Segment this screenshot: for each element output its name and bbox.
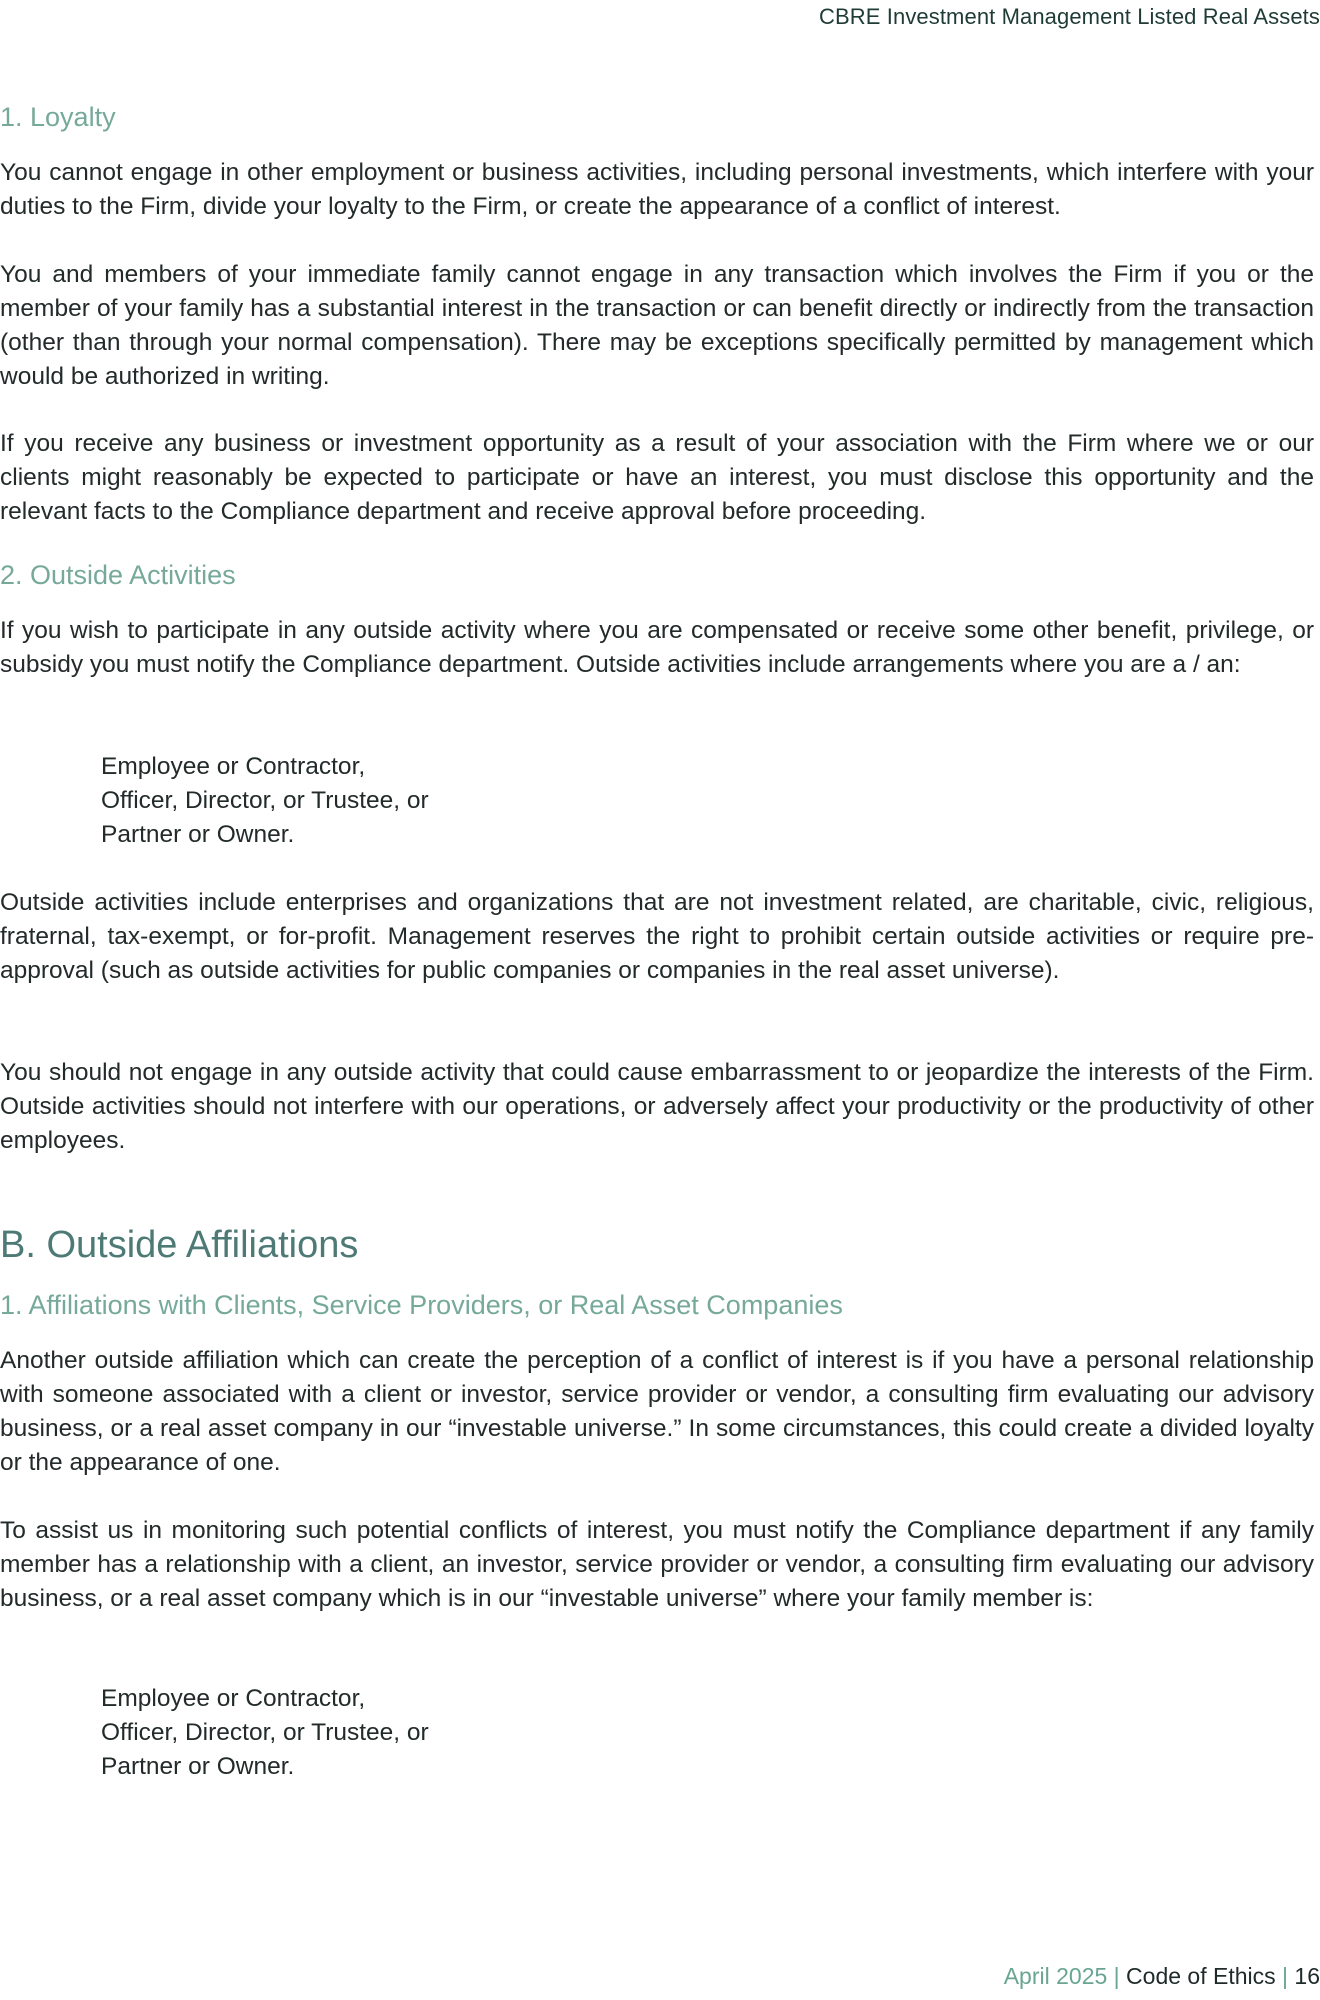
heading-affiliations-clients: 1. Affiliations with Clients, Service Providers, or Real Asset Companies [0, 1290, 843, 1320]
footer-doc-title: Code of Ethics [1126, 1963, 1276, 1989]
role-list [101, 1682, 429, 1784]
footer-separator: | [1282, 1963, 1289, 1989]
list-item: Partner or Owner. [101, 1753, 295, 1780]
footer-date: April 2025 [1003, 1963, 1108, 1989]
paragraph: You cannot engage in other employment or business activities, including personal investments, which interfere with your duties to the Firm, divide your loyalty to the Firm, or create the appearance of a conflict of interest. [0, 159, 1314, 220]
footer-separator: | [1113, 1963, 1120, 1989]
list-item: Officer, Director, or Trustee, or [101, 1719, 429, 1746]
role-list [101, 750, 429, 852]
heading-outside-affiliations: B. Outside Affiliations [0, 1224, 359, 1266]
page-footer [1004, 1963, 1320, 1990]
list-item: Partner or Owner. [101, 821, 295, 848]
list-item: Officer, Director, or Trustee, or [101, 787, 429, 814]
page-number: 16 [1294, 1963, 1320, 1989]
heading-outside-activities: 2. Outside Activities [0, 560, 236, 590]
list-item: Employee or Contractor, [101, 1685, 366, 1712]
paragraph: Outside activities include enterprises and organizations that are not investment related, are charitable, civic, religious, fraternal, tax-exempt, or for-profit. Management reserves the right to prohibit certain outside activities or require pre-approval (such as outside activities for public companies or companies in the real asset universe). [0, 889, 1314, 984]
paragraph: You should not engage in any outside activity that could cause embarrassment to or jeopardize the interests of the Firm. Outside activities should not interfere with our operations, or adversely affect your productivity or the productivity of other employees. [0, 1059, 1314, 1154]
heading-loyalty: 1. Loyalty [0, 102, 116, 132]
paragraph: You and members of your immediate family cannot engage in any transaction which involves the Firm if you or the member of your family has a substantial interest in the transaction or can benefit directly or indirectly from the transaction (other than through your normal compensation). There may be exceptions specifically permitted by management which would be authorized in writing. [0, 261, 1314, 390]
paragraph: To assist us in monitoring such potential conflicts of interest, you must notify the Compliance department if any family member has a relationship with a client, an investor, service provider or vendor, a consulting firm evaluating our advisory business, or a real asset company which is in our “investable universe” where your family member is: [0, 1517, 1314, 1612]
running-header: CBRE Investment Management Listed Real Assets [819, 4, 1320, 29]
paragraph: If you wish to participate in any outside activity where you are compensated or receive some other benefit, privilege, or subsidy you must notify the Compliance department. Outside activities include arrangements where you are a / an: [0, 617, 1314, 678]
paragraph: If you receive any business or investment opportunity as a result of your association with the Firm where we or our clients might reasonably be expected to participate or have an interest, you must disclose this opportunity and the relevant facts to the Compliance department and receive approval before proceeding. [0, 430, 1314, 525]
list-item: Employee or Contractor, [101, 753, 366, 780]
paragraph: Another outside affiliation which can create the perception of a conflict of interest is if you have a personal relationship with someone associated with a client or investor, service provider or vendor, a consulting firm evaluating our advisory business, or a real asset company in our “investable universe.” In some circumstances, this could create a divided loyalty or the appearance of one. [0, 1347, 1314, 1476]
